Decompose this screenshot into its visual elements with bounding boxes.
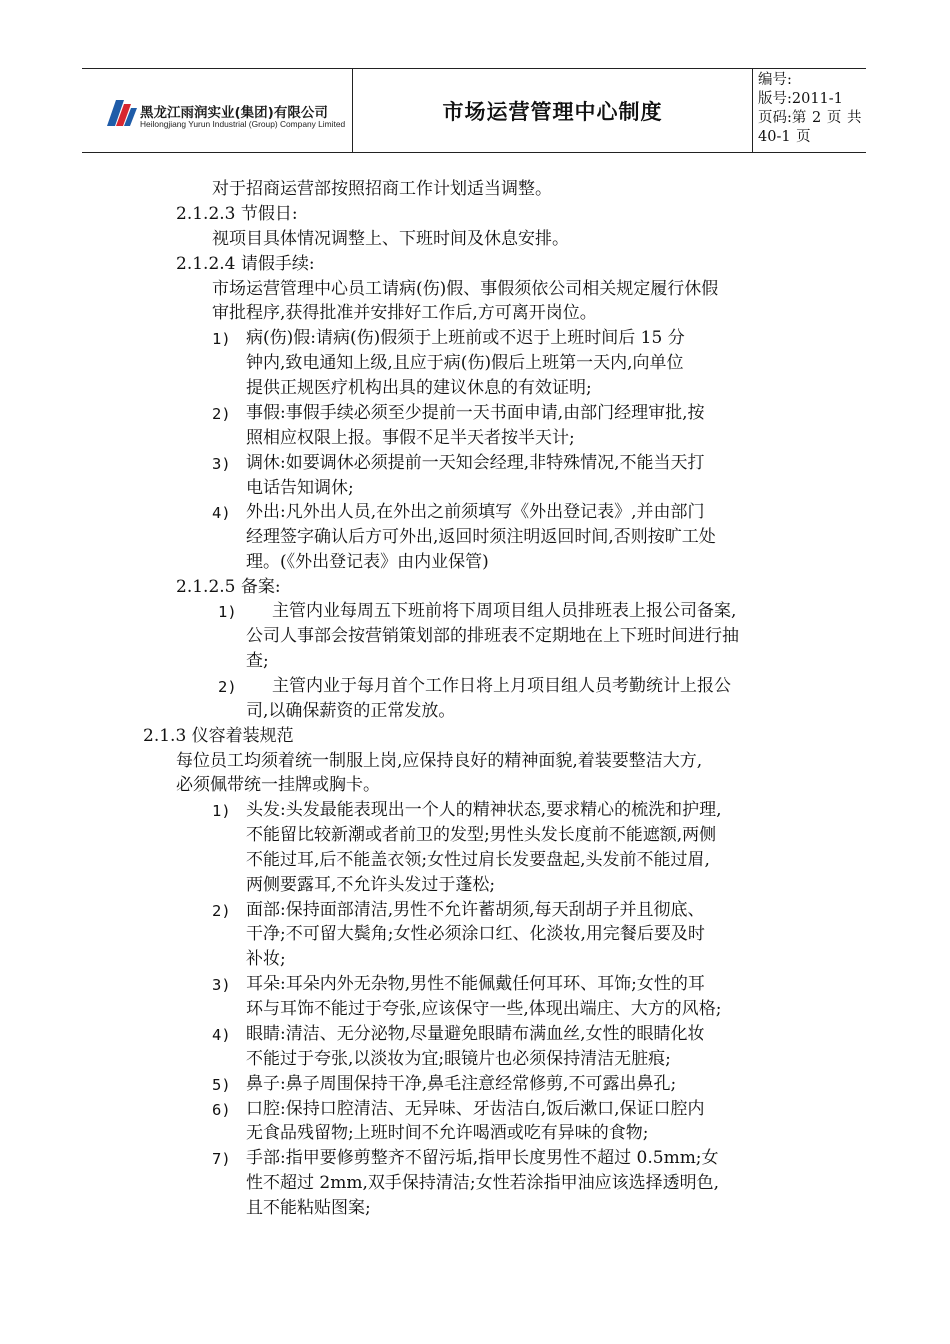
list-number: 7) <box>212 1150 231 1168</box>
list-number: 3) <box>212 455 231 473</box>
list-number: 5) <box>212 1076 231 1094</box>
page-info: 页码:第 2 页 共 40-1 页 <box>758 110 862 145</box>
list-item-line: 电话告知调休; <box>246 478 354 498</box>
list-number: 4) <box>212 504 231 522</box>
list-number: 2) <box>212 902 231 920</box>
paragraph-line: 视项目具体情况调整上、下班时间及休息安排。 <box>212 229 569 249</box>
list-item-line: 不能过耳,后不能盖衣领;女性过肩长发要盘起,头发前不能过眉, <box>246 850 710 870</box>
list-item-line: 外出:凡外出人员,在外出之前须填写《外出登记表》,并由部门 <box>246 502 705 522</box>
list-item-line: 口腔:保持口腔清洁、无异味、牙齿洁白,饭后漱口,保证口腔内 <box>246 1099 705 1119</box>
list-item-line: 主管内业于每月首个工作日将上月项目组人员考勤统计上报公 <box>272 676 731 696</box>
list-item-line: 面部:保持面部清洁,男性不允许蓄胡须,每天刮胡子并且彻底、 <box>246 900 705 920</box>
list-item-line: 两侧要露耳,不允许头发过于蓬松; <box>246 875 496 895</box>
list-item-line: 查; <box>246 651 269 671</box>
list-item-line: 补妆; <box>246 949 286 969</box>
list-number: 3) <box>212 976 231 994</box>
list-item-line: 手部:指甲要修剪整齐不留污垢,指甲长度男性不超过 0.5mm;女 <box>246 1148 719 1168</box>
list-item-line: 无食品残留物;上班时间不允许喝酒或吃有异味的食物; <box>246 1123 649 1143</box>
company-logo <box>107 100 427 136</box>
document-title: 市场运营管理中心制度 <box>442 99 663 124</box>
company-name-en: Heilongjiang Yurun Industrial (Group) Company Limited <box>140 119 346 129</box>
list-item-line: 照相应权限上报。事假不足半天者按半天计; <box>246 428 575 448</box>
paragraph-line: 审批程序,获得批准并安排好工作后,方可离开岗位。 <box>212 303 597 323</box>
list-item-line: 不能留比较新潮或者前卫的发型;男性头发长度前不能遮额,两侧 <box>246 825 717 845</box>
list-item-line: 事假:事假手续必须至少提前一天书面申请,由部门经理审批,按 <box>246 403 705 423</box>
company-name-cn: 黑龙江雨润实业(集团)有限公司 <box>140 105 328 121</box>
list-item-line: 头发:头发最能表现出一个人的精神状态,要求精心的梳洗和护理, <box>246 800 722 820</box>
list-item-line: 钟内,致电通知上级,且应于病(伤)假后上班第一天内,向单位 <box>246 353 684 373</box>
list-number: 1) <box>212 330 231 348</box>
section-heading-2123: 2.1.2.3 节假日: <box>176 204 298 224</box>
list-item-line: 司,以确保薪资的正常发放。 <box>246 701 456 721</box>
list-item-line: 病(伤)假:请病(伤)假须于上班前或不迟于上班时间后 15 分 <box>246 328 685 348</box>
list-item-line: 公司人事部会按营销策划部的排班表不定期地在上下班时间进行抽 <box>246 626 739 646</box>
list-item-line: 经理签字确认后方可外出,返回时须注明返回时间,否则按旷工处 <box>246 527 716 547</box>
list-item-line: 干净;不可留大鬓角;女性必须涂口红、化淡妆,用完餐后要及时 <box>246 924 705 944</box>
document-number: 编号: <box>758 72 792 88</box>
section-heading-213: 2.1.3 仪容着装规范 <box>143 726 294 746</box>
company-logo-icon <box>107 100 137 126</box>
header-meta-cell <box>758 71 866 147</box>
list-number: 2) <box>218 678 237 696</box>
list-item-line: 环与耳饰不能过于夸张,应该保守一些,体现出端庄、大方的风格; <box>246 999 722 1019</box>
list-item-line: 性不超过 2mm,双手保持清洁;女性若涂指甲油应该选择透明色, <box>246 1173 719 1193</box>
list-item-line: 调休:如要调休必须提前一天知会经理,非特殊情况,不能当天打 <box>246 453 705 473</box>
list-number: 6) <box>212 1101 231 1119</box>
section-heading-2124: 2.1.2.4 请假手续: <box>176 254 315 274</box>
list-number: 4) <box>212 1026 231 1044</box>
paragraph-line: 市场运营管理中心员工请病(伤)假、事假须依公司相关规定履行休假 <box>212 279 719 299</box>
list-item-line: 主管内业每周五下班前将下周项目组人员排班表上报公司备案, <box>272 601 737 621</box>
section-heading-2125: 2.1.2.5 备案: <box>176 577 281 597</box>
list-item-line: 鼻子:鼻子周围保持干净,鼻毛注意经常修剪,不可露出鼻孔; <box>246 1074 677 1094</box>
paragraph-line: 对于招商运营部按照招商工作计划适当调整。 <box>212 179 552 199</box>
list-item-line: 理。(《外出登记表》由内业保管) <box>246 552 489 572</box>
list-number: 1) <box>212 802 231 820</box>
paragraph-line: 每位员工均须着统一制服上岗,应保持良好的精神面貌,着装要整洁大方, <box>176 751 703 771</box>
paragraph-line: 必须佩带统一挂牌或胸卡。 <box>176 775 380 795</box>
list-number: 1) <box>218 603 237 621</box>
list-item-line: 不能过于夸张,以淡妆为宜;眼镜片也必须保持清洁无脏痕; <box>246 1049 671 1069</box>
list-item-line: 眼睛:清洁、无分泌物,尽量避免眼睛布满血丝,女性的眼睛化妆 <box>246 1024 705 1044</box>
list-item-line: 且不能粘贴图案; <box>246 1198 371 1218</box>
list-item-line: 提供正规医疗机构出具的建议休息的有效证明; <box>246 378 592 398</box>
list-item-line: 耳朵:耳朵内外无杂物,男性不能佩戴任何耳环、耳饰;女性的耳 <box>246 974 705 994</box>
document-version: 版号:2011-1 <box>758 91 843 107</box>
list-number: 2) <box>212 405 231 423</box>
